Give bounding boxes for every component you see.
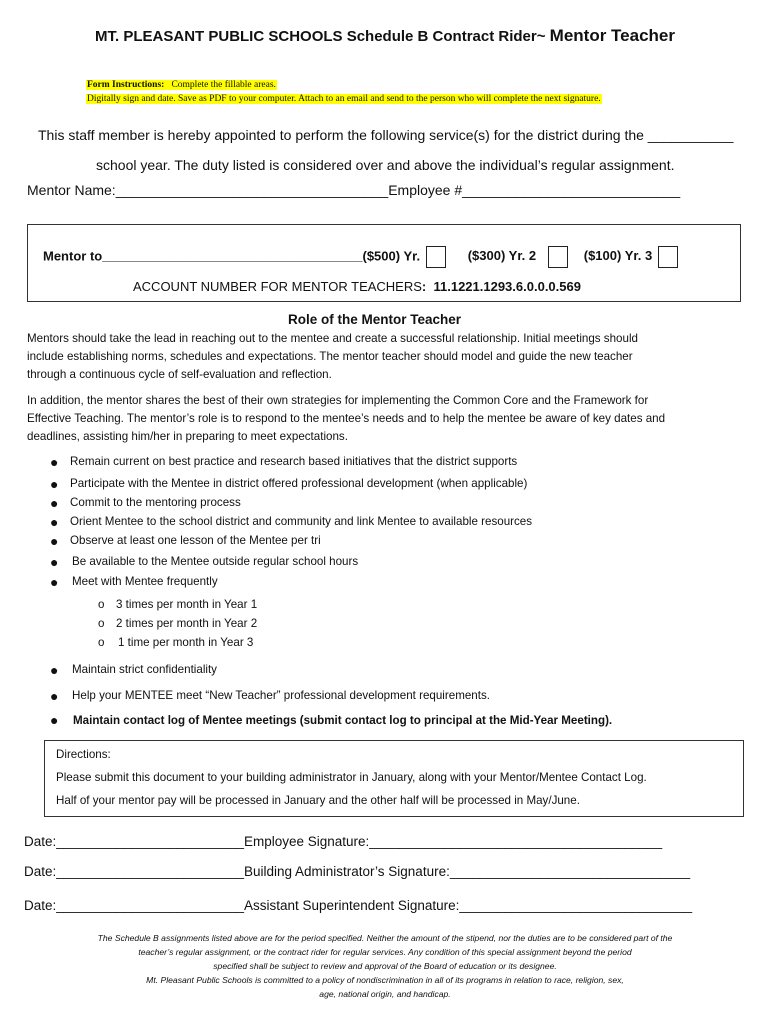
directions-label: Directions: [56, 748, 111, 761]
instructions-label: Form Instructions: [87, 80, 165, 90]
sub-bullet-icon: o [98, 617, 105, 630]
role-heading: Role of the Mentor Teacher [288, 312, 462, 327]
account-label: ACCOUNT NUMBER FOR MENTOR TEACHERS [133, 279, 422, 294]
role-paragraph-1 [27, 330, 742, 384]
account-number-row: ACCOUNT NUMBER FOR MENTOR TEACHERS: 11.1221.1293.6.0.0.0.569 [133, 279, 581, 294]
footer-line: age, national origin, and handicap. [319, 989, 451, 999]
list-item: Meet with Mentee frequently [72, 575, 218, 588]
title-role: Mentor Teacher [549, 26, 675, 45]
sub-list-item: 3 times per month in Year 1 [116, 598, 258, 611]
appointment-line1: This staff member is hereby appointed to perform the following service(s) for the district during the ___________ [38, 127, 734, 143]
list-item: Commit to the mentoring process [70, 496, 241, 509]
list-item-bold: Maintain contact log of Mentee meetings (submit contact log to principal at the Mid-Year Meeting). [73, 714, 613, 727]
list-item: Observe at least one lesson of the Mentee per tri [70, 534, 321, 547]
p2-line: In addition, the mentor shares the best of their own strategies for implementing the Common Core and the Framework for [27, 394, 649, 407]
list-item: Be available to the Mentee outside regular school hours [72, 555, 359, 568]
bullet-icon: ● [50, 662, 59, 678]
mentor-to-row [43, 246, 678, 268]
mentor-name-field[interactable]: Mentor Name:___________________________________Employee #____________________________ [27, 182, 681, 198]
employee-signature-line[interactable]: Date:_________________________Employee Signature:_______________________________________ [24, 834, 663, 849]
yr3-label: ($100) Yr. 3 [583, 248, 653, 264]
appointment-line2: school year. The duty listed is considered over and above the individual’s regular assignment. [96, 157, 675, 173]
bullet-icon: ● [50, 533, 59, 549]
bullet-icon: ● [50, 495, 59, 511]
yr1-checkbox[interactable] [426, 246, 446, 268]
sub-bullet-icon: o [98, 636, 105, 649]
bullet-icon: ● [50, 476, 59, 492]
footer-line: specified shall be subject to review and approval of the Board of education or its designee. [213, 961, 557, 971]
bullet-icon: ● [50, 514, 59, 530]
p1-line: Mentors should take the lead in reaching out to the mentee and create a successful relationship. Initial meetings should [27, 332, 638, 345]
title-main: MT. PLEASANT PUBLIC SCHOOLS Schedule B Contract Rider~ [95, 28, 550, 45]
yr3-checkbox[interactable] [658, 246, 678, 268]
sub-bullet-icon: o [98, 598, 105, 611]
directions-line1: Please submit this document to your building administrator in January, along with your Mentor/Mentee Contact Log. [56, 771, 647, 784]
p2-line: deadlines, assisting him/her in preparing to meet expectations. [27, 430, 348, 443]
form-instructions [86, 78, 602, 106]
list-item: Remain current on best practice and research based initiatives that the district supports [70, 455, 518, 468]
directions-line2: Half of your mentor pay will be processed in January and the other half will be processed in May/June. [56, 794, 580, 807]
list-item: Maintain strict confidentiality [72, 663, 217, 676]
list-item: Orient Mentee to the school district and community and link Mentee to available resources [70, 515, 533, 528]
p1-line: include establishing norms, schedules and expectations. The mentor teacher should model and guide the new teacher [27, 350, 633, 363]
bullet-icon: ● [50, 454, 59, 470]
page-title [0, 26, 770, 46]
instructions-line1: Complete the fillable areas. [171, 80, 276, 90]
sub-list-item: 2 times per month in Year 2 [116, 617, 258, 630]
p1-line: through a continuous cycle of self-evaluation and reflection. [27, 368, 332, 381]
administrator-signature-line[interactable]: Date:_________________________Building Administrator’s Signature:________________________________ [24, 864, 691, 879]
footer-line: Mt. Pleasant Public Schools is committed to a policy of nondiscrimination in all of its programs in relation to race, religion, sex, [146, 975, 624, 985]
sub-list-item: 1 time per month in Year 3 [118, 636, 254, 649]
bullet-icon: ● [50, 574, 59, 590]
role-paragraph-2 [27, 392, 742, 446]
yr2-checkbox[interactable] [548, 246, 568, 268]
instructions-line2: Digitally sign and date. Save as PDF to your computer. Attach to an email and send to the person who will complete the next signature. [87, 94, 601, 104]
account-number: 11.1221.1293.6.0.0.0.569 [433, 279, 581, 294]
bullet-icon: ● [50, 688, 59, 704]
p2-line: Effective Teaching. The mentor’s role is to respond to the mentee’s needs and to help the mentee be aware of key dates and [27, 412, 666, 425]
mentor-to-field[interactable]: Mentor to____________________________________($500) Yr. [43, 248, 421, 264]
list-item: Help your MENTEE meet “New Teacher” professional development requirements. [72, 689, 490, 702]
footer-line: teacher’s regular assignment, or the contract rider for regular services. Any condition of this special assignment beyond the period [138, 947, 632, 957]
bullet-icon: ● [50, 712, 59, 728]
yr2-label: ($300) Yr. 2 [467, 248, 537, 264]
footer-line: The Schedule B assignments listed above are for the period specified. Neither the amount of the stipend, nor the duties are to be considered part of the [97, 933, 673, 943]
bullet-icon: ● [50, 554, 59, 570]
superintendent-signature-line[interactable]: Date:_________________________Assistant Superintendent Signature:_______________________________ [24, 898, 693, 913]
list-item: Participate with the Mentee in district offered professional development (when applicable) [70, 477, 528, 490]
